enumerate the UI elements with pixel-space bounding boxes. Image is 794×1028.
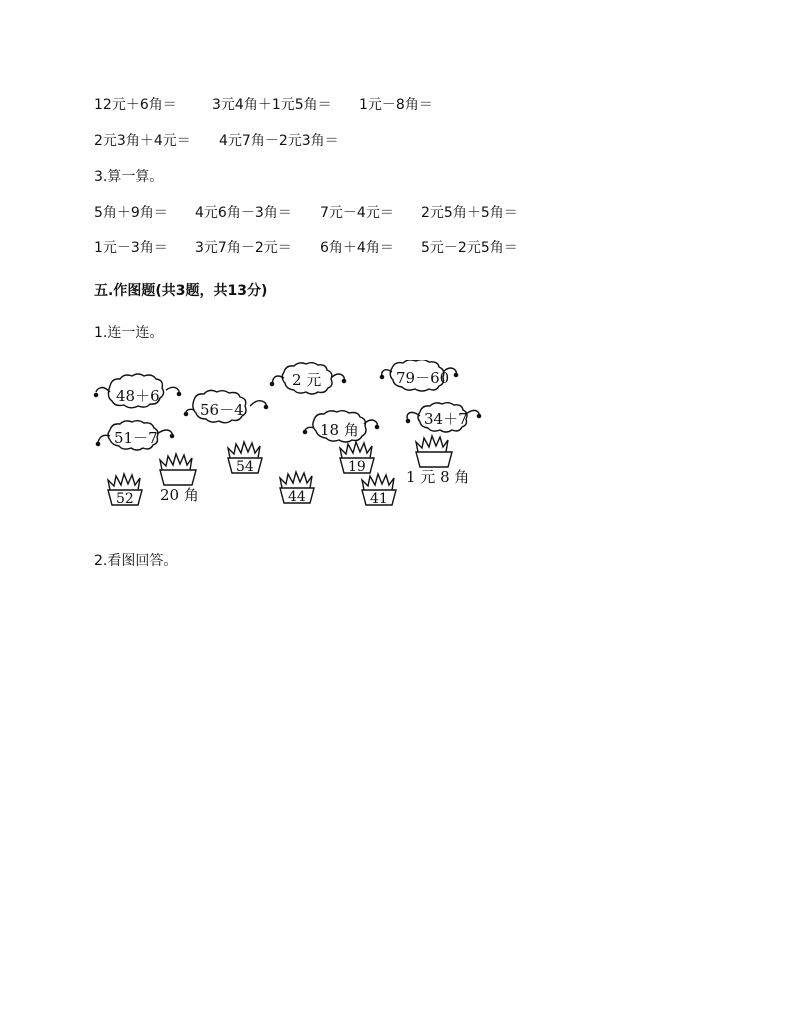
bug-label: 18 角	[320, 421, 359, 439]
problem: 5角＋9角＝	[94, 205, 168, 221]
grass-54[interactable]	[228, 442, 262, 475]
problem: 7元－4元＝	[320, 205, 394, 221]
bug-label: 48＋6	[116, 387, 160, 405]
money-row-1	[94, 94, 594, 114]
problem: 4元7角－2元3角＝	[219, 133, 339, 149]
bug-2-yuan[interactable]	[270, 363, 345, 394]
matching-figure	[92, 360, 512, 520]
grass-label: 52	[116, 491, 134, 507]
grass-label: 54	[236, 459, 254, 475]
problem: 2元5角＋5角＝	[421, 205, 518, 221]
bug-51-minus-7[interactable]	[96, 421, 173, 450]
problem: 2元3角＋4元＝	[94, 133, 191, 149]
problem: 12元＋6角＝	[94, 97, 177, 113]
bug-label: 51－7	[114, 429, 158, 447]
problem: 1元－3角＝	[94, 240, 168, 256]
grass-20-jiao[interactable]	[160, 454, 199, 504]
bug-34-plus-7[interactable]	[406, 403, 480, 432]
grass-side-label: 20 角	[160, 486, 199, 504]
problem: 4元6角－3角＝	[195, 205, 292, 221]
bug-label: 34＋7	[424, 410, 468, 428]
grass-1-yuan-8-jiao[interactable]	[406, 436, 469, 486]
problem: 5元－2元5角＝	[421, 240, 518, 256]
calc-row-2	[94, 237, 654, 257]
grass-41[interactable]	[362, 474, 396, 507]
bug-18-jiao[interactable]	[303, 411, 378, 442]
grass-side-label: 1 元 8 角	[406, 468, 470, 486]
question-3-title: 3.算一算。	[94, 169, 164, 185]
problem: 1元－8角＝	[359, 97, 433, 113]
bug-label: 2 元	[292, 371, 322, 389]
grass-52[interactable]	[108, 474, 142, 507]
grass-label: 44	[288, 489, 306, 505]
bug-48-plus-6[interactable]	[94, 374, 180, 408]
problem: 6角＋4角＝	[320, 240, 394, 256]
problem: 3元4角＋1元5角＝	[212, 97, 332, 113]
section-5-heading: 五.作图题(共3题，共13分)	[94, 283, 268, 299]
problem: 3元7角－2元＝	[195, 240, 292, 256]
bug-label: 56－4	[200, 401, 244, 419]
money-row-2	[94, 130, 594, 150]
grass-label: 41	[370, 491, 388, 507]
question-1-title: 1.连一连。	[94, 325, 164, 341]
grass-19[interactable]	[340, 442, 374, 475]
grass-label: 19	[348, 459, 366, 475]
bug-79-minus-60[interactable]	[380, 360, 457, 391]
calc-row-1	[94, 202, 654, 222]
grass-44[interactable]	[280, 472, 314, 505]
bug-56-minus-4[interactable]	[184, 390, 267, 422]
bug-label: 79－60	[396, 369, 450, 387]
question-2-title: 2.看图回答。	[94, 553, 178, 569]
